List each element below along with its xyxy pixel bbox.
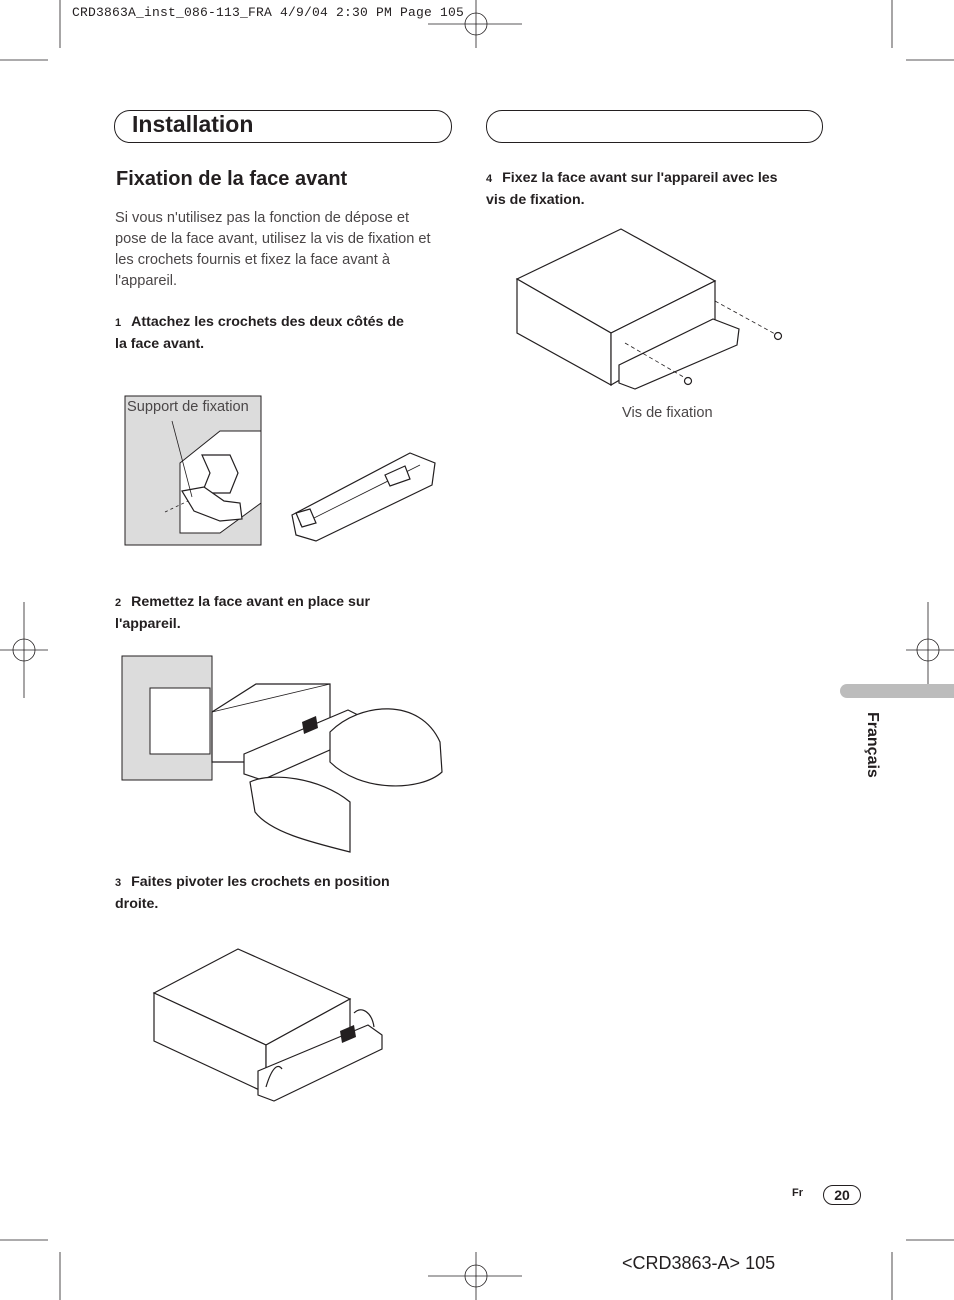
screw-icon	[775, 333, 782, 340]
step-number: 4	[486, 173, 493, 185]
step-number: 2	[115, 597, 122, 609]
illustration-screw-faceplate	[515, 225, 815, 395]
step-number: 3	[115, 877, 122, 889]
language-tab	[840, 684, 954, 698]
step-text: l'appareil.	[115, 616, 181, 632]
print-slug: CRD3863A_inst_086-113_FRA 4/9/04 2:30 PM Page 105	[72, 5, 465, 20]
step-text: Attachez les crochets des deux côtés de	[131, 314, 404, 330]
section-header-box-right	[486, 110, 823, 143]
screw-caption: Vis de fixation	[622, 405, 713, 421]
step-4	[486, 168, 826, 211]
intro-line: les crochets fournis et fixez la face avant à	[115, 252, 390, 268]
support-caption: Support de fixation	[127, 399, 249, 415]
step-text: Faites pivoter les crochets en position	[131, 874, 390, 890]
step-1	[115, 312, 455, 355]
page-number-badge: 20	[823, 1185, 861, 1205]
illustration-replace-faceplate	[120, 642, 450, 862]
intro-line: pose de la face avant, utilisez la vis de fixation et	[115, 231, 431, 247]
step-text: la face avant.	[115, 336, 205, 352]
illustration-rotate-hooks	[150, 945, 390, 1115]
illustration-attach-hooks	[120, 393, 450, 553]
step-number: 1	[115, 317, 122, 329]
intro-line: Si vous n'utilisez pas la fonction de dépose et	[115, 210, 410, 226]
intro-line: l'appareil.	[115, 273, 178, 289]
footer-lang-code: Fr	[792, 1187, 803, 1199]
section-title: Installation	[132, 111, 254, 137]
step-text: droite.	[115, 896, 159, 912]
step-3	[115, 872, 455, 915]
step-text: Remettez la face avant en place sur	[131, 594, 371, 610]
doc-code: <CRD3863-A> 105	[622, 1253, 776, 1273]
screw-icon	[685, 378, 692, 385]
step-text: Fixez la face avant sur l'appareil avec les	[502, 170, 778, 186]
intro-paragraph	[115, 208, 455, 292]
language-label: Français	[864, 712, 881, 778]
step-text: vis de fixation.	[486, 192, 585, 208]
step-2	[115, 592, 455, 635]
page-heading: Fixation de la face avant	[116, 168, 348, 190]
